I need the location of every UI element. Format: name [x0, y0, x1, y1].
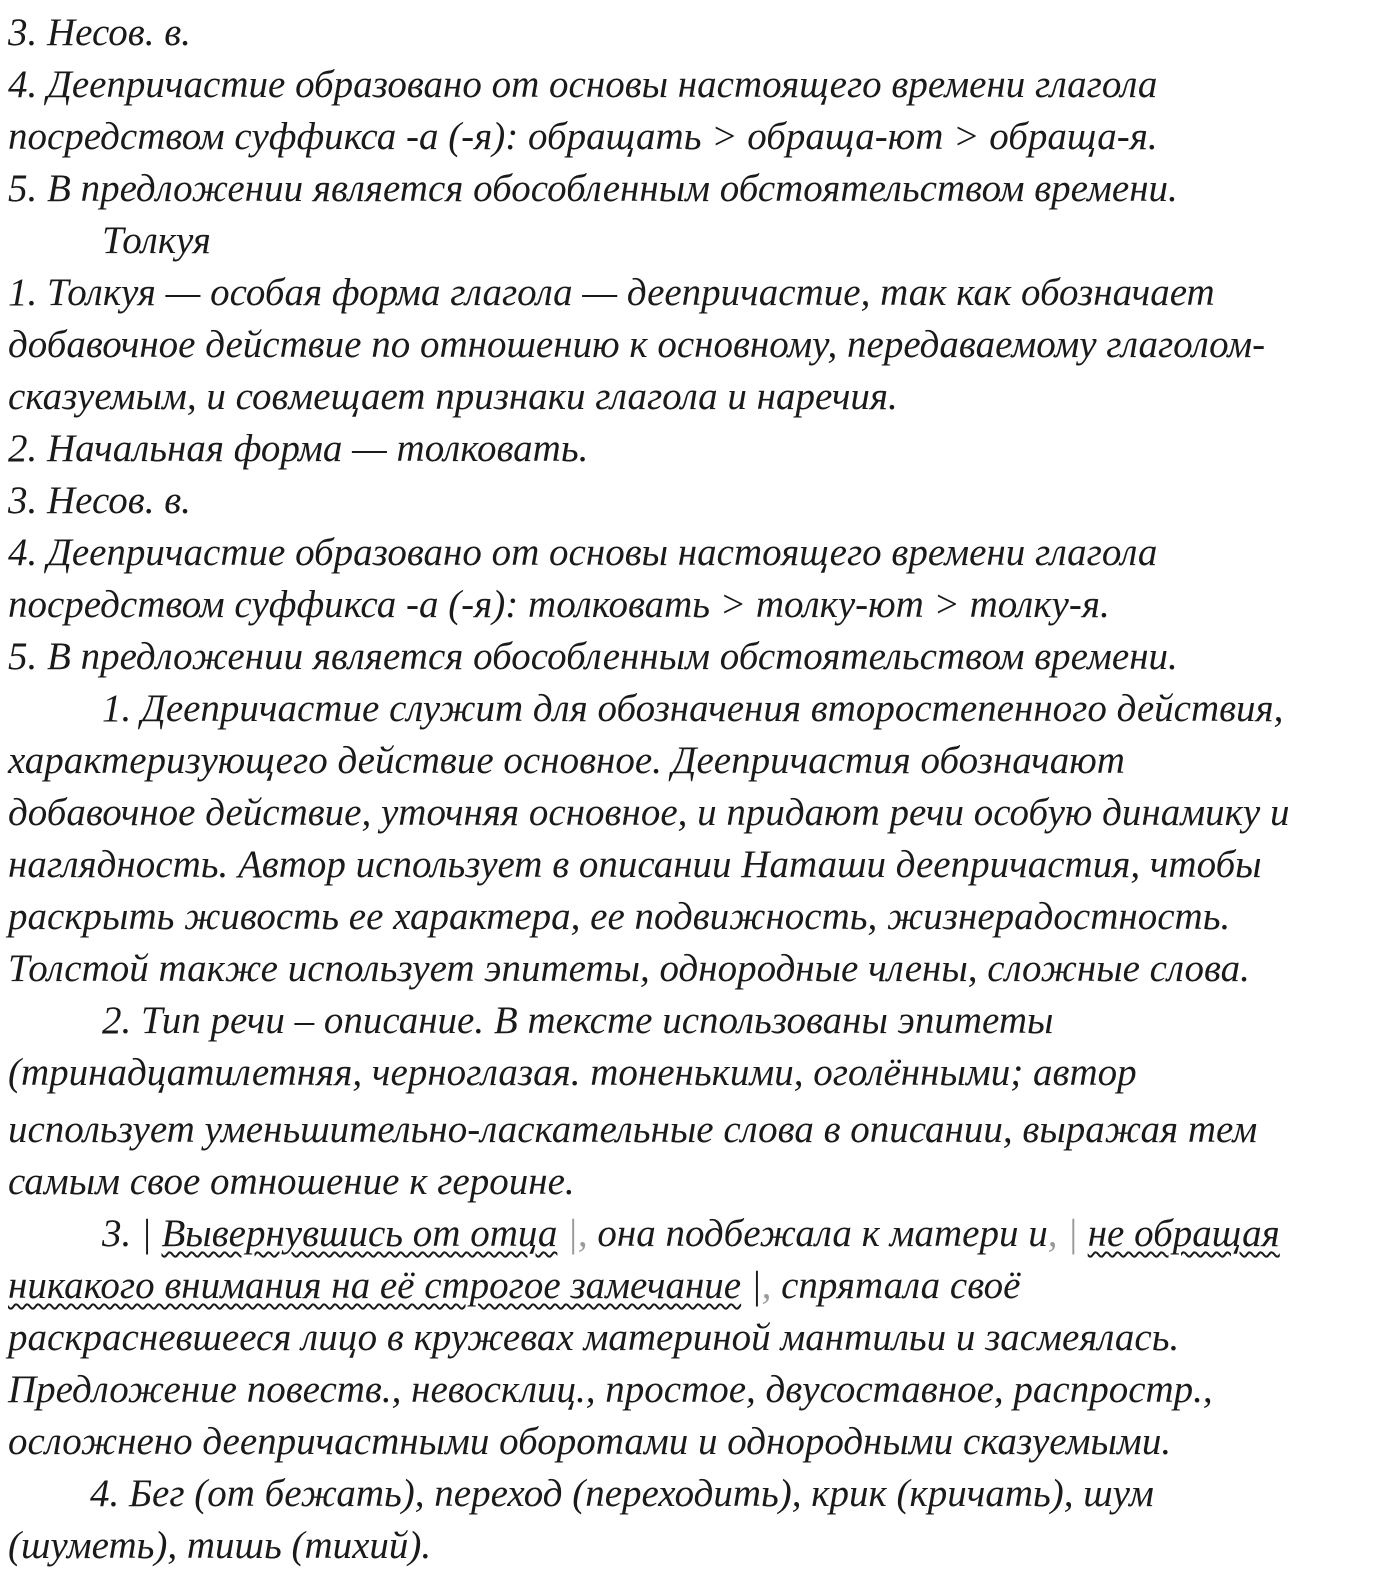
text-line: сказуемым, и совмещает признаки глагола и наречия. [8, 375, 898, 418]
text-line: Толстой также использует эпитеты, однородные члены, сложные слова. [8, 947, 1250, 990]
text-line: посредством суффикса -а (-я): обращать > обраща-ют > обраща-я. [8, 115, 1158, 158]
punctuation-comma: , [577, 1212, 588, 1255]
adverbial-phrase: Вывернувшись от отца [161, 1212, 558, 1255]
text-line: 2. Начальная форма — толковать. [8, 427, 589, 470]
section-heading: Толкуя [102, 219, 211, 262]
text-line: (шуметь), тишь (тихий). [8, 1524, 432, 1567]
text-line: использует уменьшительно-ласкательные слова в описании, выражая тем [8, 1108, 1258, 1151]
clause-boundary: | [567, 1212, 578, 1255]
parsed-sentence-line [8, 1266, 1020, 1305]
text-line: 4. Деепричастие образовано от основы настоящего времени глагола [8, 531, 1158, 574]
punctuation-comma: , [761, 1264, 772, 1307]
text-line: осложнено деепричастными оборотами и однородными сказуемыми. [8, 1420, 1172, 1463]
parsed-sentence-line [102, 1214, 1280, 1253]
text-line: раскрасневшееся лицо в кружевах материной мантильи и засмеялась. [8, 1316, 1180, 1359]
text-line: 4. Бег (от бежать), переход (переходить), крик (кричать), шум [90, 1472, 1154, 1515]
sentence-fragment: она подбежала к матери и [587, 1212, 1048, 1255]
text-line: 4. Деепричастие образовано от основы настоящего времени глагола [8, 63, 1158, 106]
text-line: наглядность. Автор использует в описании Наташи деепричастия, чтобы [8, 843, 1262, 886]
text-line: характеризующего действие основное. Деепричастия обозначают [8, 739, 1125, 782]
punctuation-comma: , [1047, 1212, 1058, 1255]
clause-boundary: | [141, 1212, 152, 1255]
text-line: добавочное действие по отношению к основному, передаваемому глаголом- [8, 323, 1266, 366]
text-line: 3. Несов. в. [8, 11, 191, 54]
text-line: 3. Несов. в. [8, 479, 191, 522]
text-line: раскрыть живость ее характера, ее подвижность, жизнерадостность. [8, 895, 1231, 938]
text-line: 2. Тип речи – описание. В тексте использованы эпитеты [102, 999, 1054, 1042]
text-line: Предложение повеств., невосклиц., простое, двусоставное, распростр., [8, 1368, 1213, 1411]
text-line: самым свое отношение к героине. [8, 1160, 575, 1203]
text-line: (тринадцатилетняя, черноглазая. тоненькими, оголёнными; автор [8, 1051, 1137, 1094]
item-number: 3. [102, 1212, 141, 1255]
adverbial-phrase: не обращая [1087, 1212, 1280, 1255]
sentence-fragment: спрятала своё [771, 1264, 1021, 1307]
text-line: 5. В предложении является обособленным обстоятельством времени. [8, 635, 1178, 678]
text-line: посредством суффикса -а (-я): толковать > толку-ют > толку-я. [8, 583, 1110, 626]
text-line: 1. Толкуя — особая форма глагола — деепричастие, так как обозначает [8, 271, 1215, 314]
text-line: 1. Деепричастие служит для обозначения второстепенного действия, [102, 687, 1284, 730]
clause-boundary: | [750, 1264, 762, 1307]
clause-boundary: | [1067, 1212, 1078, 1255]
adverbial-phrase: никакого внимания на её строгое замечание [8, 1264, 742, 1307]
text-line: 5. В предложении является обособленным обстоятельством времени. [8, 167, 1178, 210]
text-line: добавочное действие, уточняя основное, и придают речи особую динамику и [8, 791, 1290, 834]
